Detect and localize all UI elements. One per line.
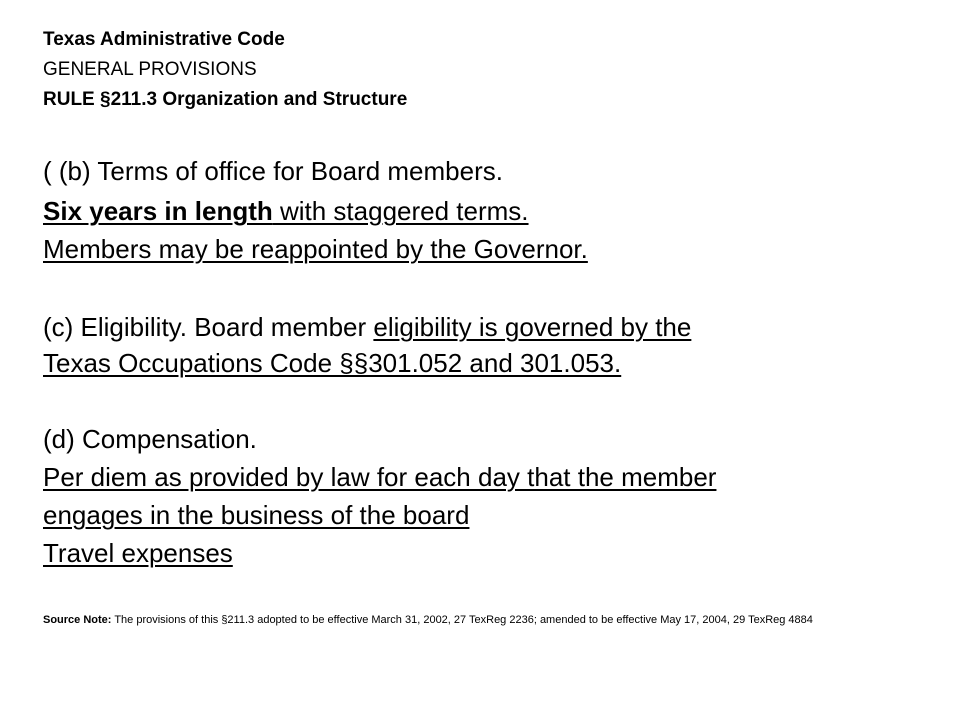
section-b-reappoint: Members may be reappointed by the Governor. — [43, 234, 588, 264]
code-title: Texas Administrative Code — [43, 29, 285, 50]
term-staggered: with staggered terms. — [272, 196, 529, 226]
section-d-travel: Travel expenses — [43, 538, 233, 568]
section-d-per-diem: Per diem as provided by law for each day that the member — [43, 462, 717, 492]
source-note — [43, 612, 903, 628]
section-b-heading: ( (b) Terms of office for Board members. — [43, 156, 503, 186]
section-c-line-2: Texas Occupations Code §§301.052 and 301.053. — [43, 348, 622, 378]
source-note-text: The provisions of this §211.3 adopted to be effective March 31, 2002, 27 TexReg 2236; amended to be effective May 17, 2004, 29 TexReg 4884 — [111, 614, 813, 626]
section-d-business: engages in the business of the board — [43, 500, 470, 530]
provisions-heading: GENERAL PROVISIONS — [43, 59, 257, 80]
section-b-term-line — [43, 196, 529, 226]
section-c-line-1 — [43, 312, 691, 342]
rule-title: RULE §211.3 Organization and Structure — [43, 89, 408, 110]
term-length-bold: Six years in length — [43, 196, 273, 226]
section-c-intro: (c) Eligibility. Board member — [43, 312, 374, 342]
eligibility-text: eligibility is governed by the — [373, 312, 692, 342]
source-note-label: Source Note: — [43, 614, 112, 626]
section-d-heading: (d) Compensation. — [43, 424, 257, 454]
